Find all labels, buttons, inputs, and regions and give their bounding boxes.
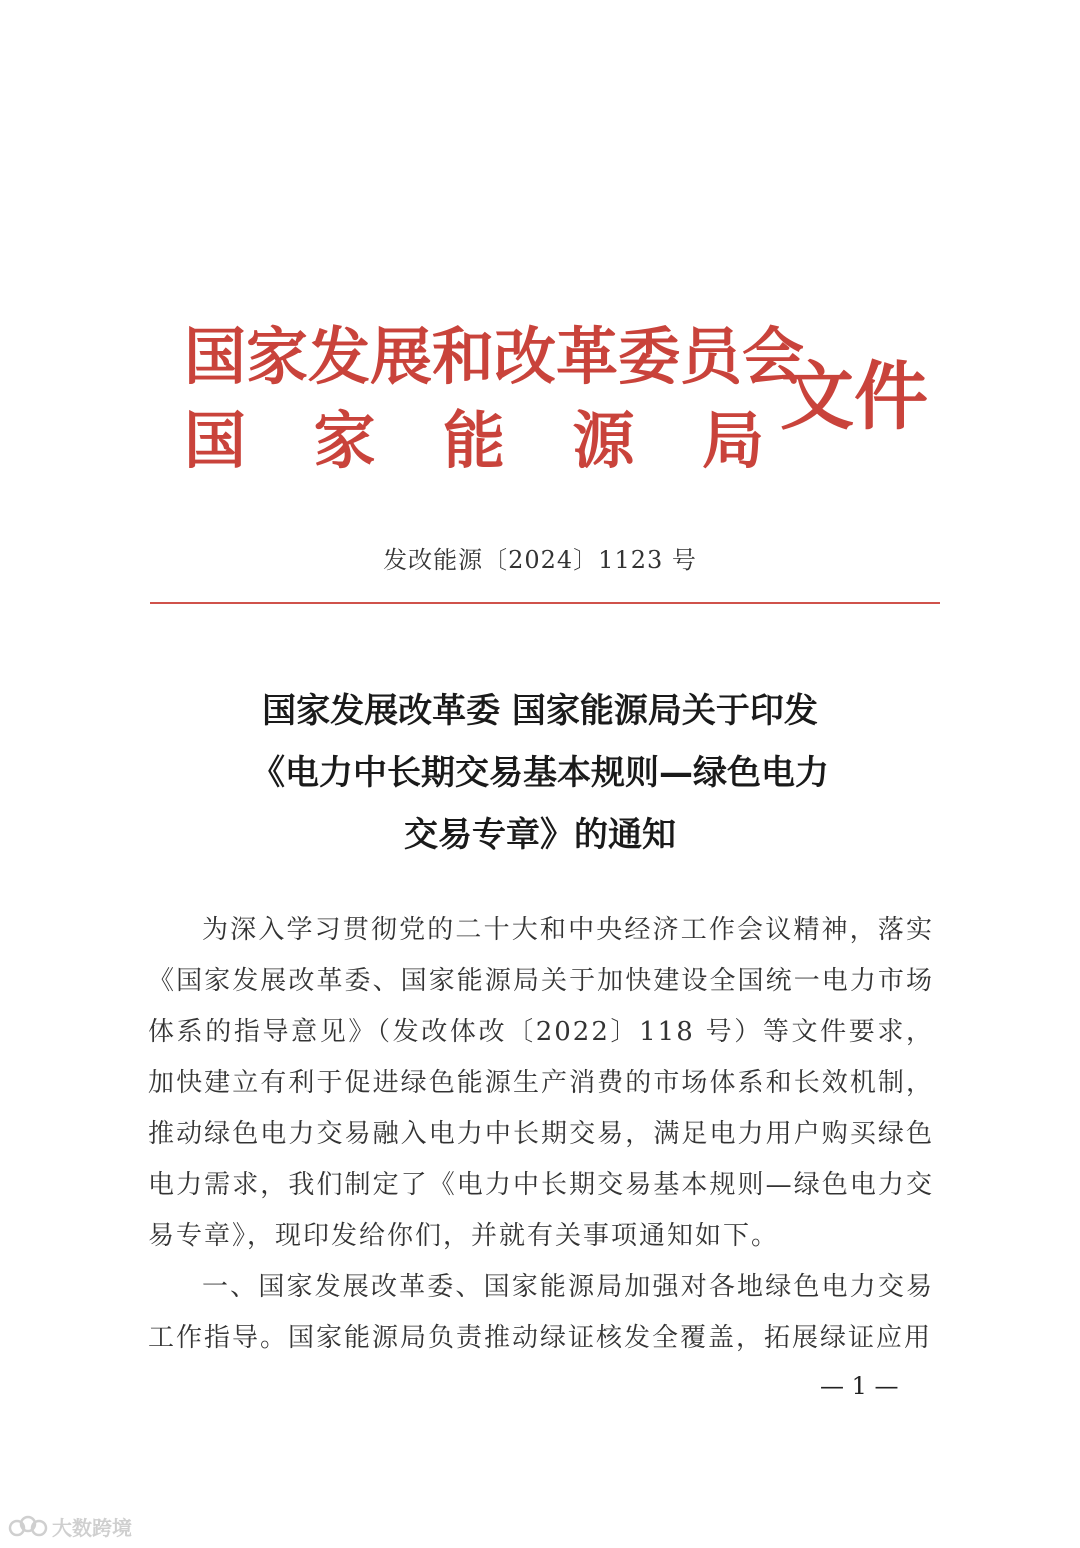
watermark-text: 大数跨境	[52, 1516, 132, 1540]
document-title	[100, 680, 980, 866]
letterhead	[184, 318, 928, 478]
issuer-char: 源	[572, 404, 635, 477]
issuer-char: 局	[701, 404, 764, 477]
watermark	[8, 1512, 132, 1541]
title-line: 国家发展改革委 国家能源局关于印发	[262, 691, 818, 731]
document-number: 发改能源〔2024〕1123 号	[383, 546, 697, 574]
red-separator-rule	[150, 602, 940, 604]
issuer-char: 能	[442, 404, 505, 477]
cloud-logo-icon	[8, 1515, 48, 1539]
title-line: 《电力中长期交易基本规则—绿色电力	[251, 753, 829, 793]
body-paragraph: 为深入学习贯彻党的二十大和中央经济工作会议精神，落实《国家发展改革委、国家能源局关于加快建设全国统一电力市场体系的指导意见》（发改体改〔2022〕118 号）等文件要求，加快建立有利于促进绿色能源生产消费的市场体系和长效机制，推动绿色电力交易融入电力中长期交易，满足电力用户购买绿色电力需求，我们制定了《电力中长期交易基本规则—绿色电力交易专章》，现印发给你们，并就有关事项通知如下。	[148, 915, 934, 1251]
document-kind-label: 文件	[780, 354, 928, 440]
document-body	[148, 905, 934, 1364]
issuer-char: 家	[313, 404, 376, 477]
page-number: — 1 —	[820, 1372, 899, 1400]
issuer-char: 国	[184, 404, 247, 477]
title-line: 交易专章》的通知	[404, 815, 676, 855]
issuer-name-ndrc: 国家发展和改革委员会	[184, 320, 805, 393]
body-paragraph: 一、国家发展改革委、国家能源局加强对各地绿色电力交易工作指导。国家能源局负责推动绿证核发全覆盖，拓展绿证应用	[148, 1272, 934, 1353]
issuer-name-nea	[184, 402, 764, 480]
